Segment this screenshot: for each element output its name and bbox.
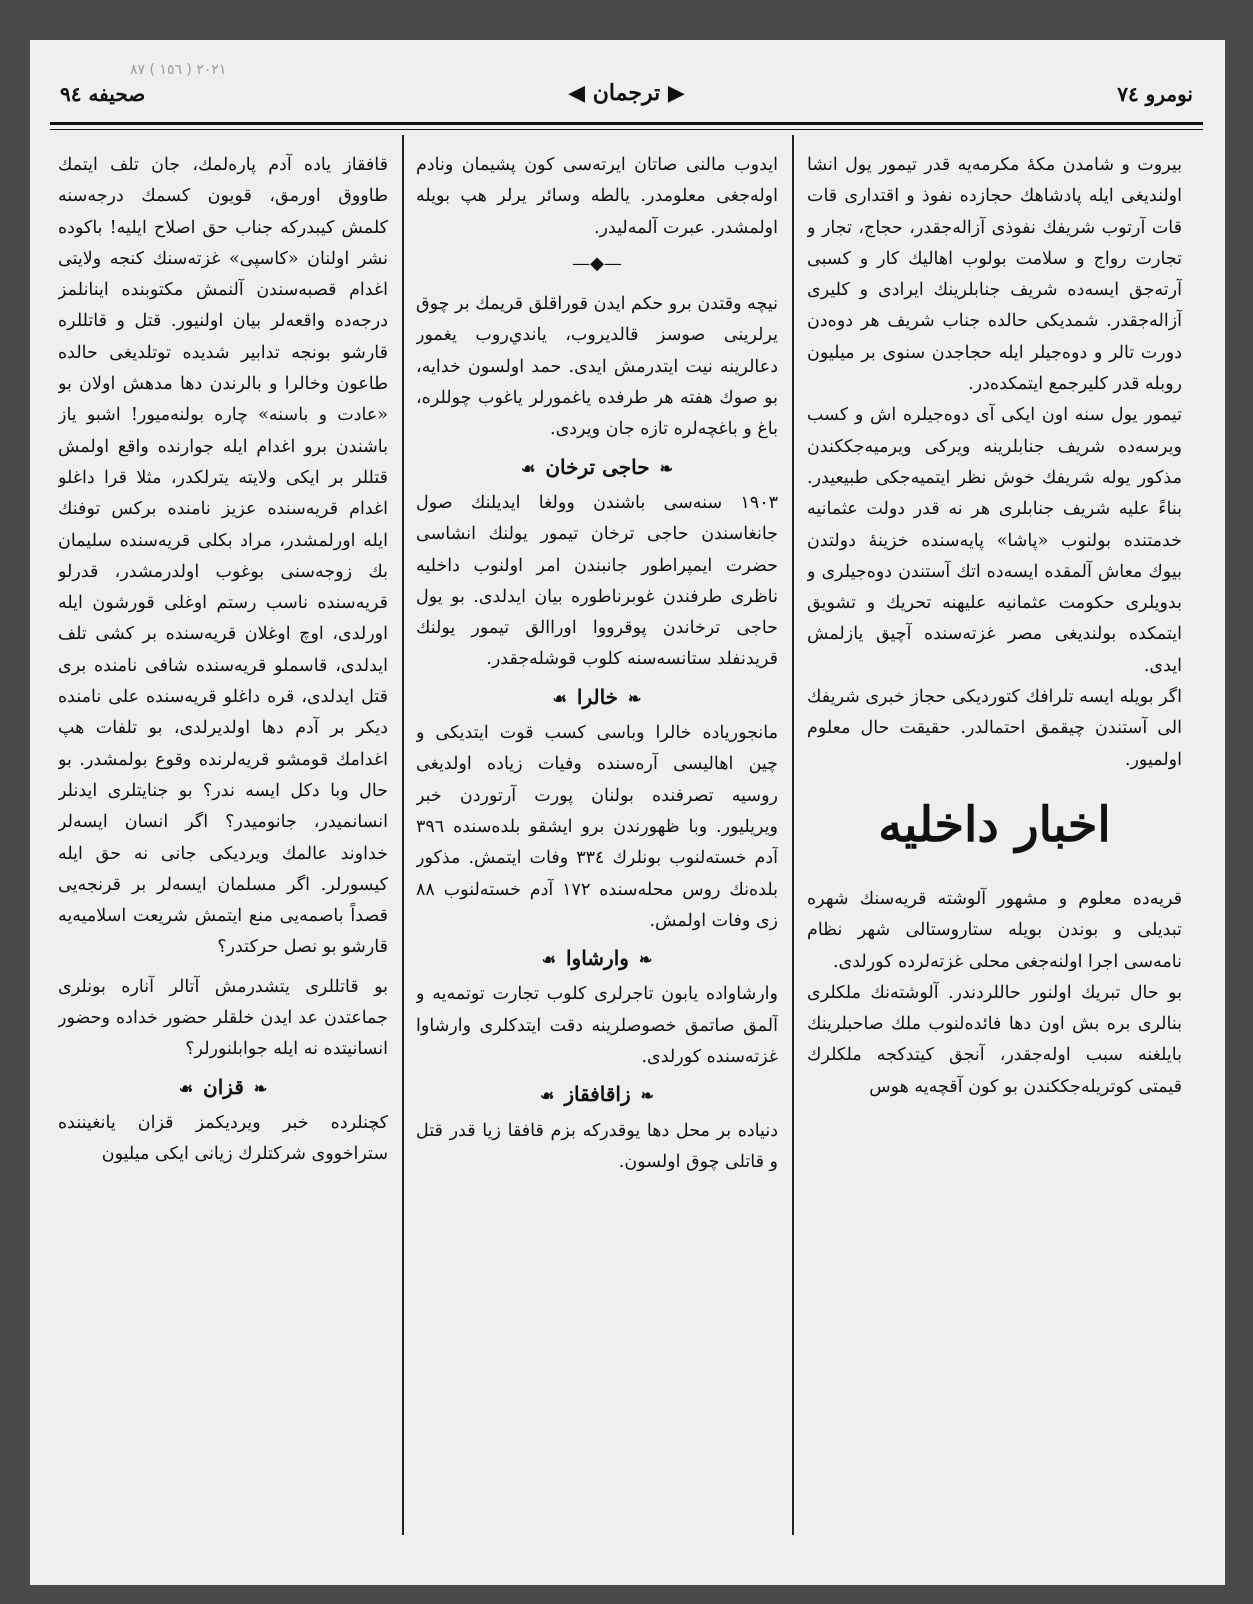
pencil-note: ٢٠٢١ ( ١٥٦ ) ٨٧ [130,62,227,78]
paragraph: كچنلرده خبر ويرديكمز قزان يانغيننده ستراخووى شركتلرك زيانى ايكى ميليون [58,1112,388,1165]
heading-text: زاقافقاز [564,1082,631,1107]
ornament-icon: ❧ [659,458,673,478]
section-heading [416,1079,778,1111]
paragraph: تيمور يول سنه اون ايكى آى دوه‌جيلره اش و كسب ويرسه‌ده شريف جنابلرينه ويركى ويرميه‌جككندن مذكور يوله شريفك خوش نظر ايتميه‌جكى طبيعيدر. بناءً عليه شريف جنابلرى هر نه قدر دولت عثمانيه خدمتنده بولنوب «پاشا» پايه‌سنده خزينهٔ دولتدن بيوك معاش آلمقده ايسه‌ده اتك آستندن دوه‌جيلرى و بدويلرى حكومت عثمانيه عليهنه تحريك و تشويق ايتمكده بولنديغى مصر غزته‌سنده آچيق يازلمش ايدى. [807,405,1182,676]
paragraph: بو قاتللرى يتشدرمش آتالر آناره بونلرى جماعتدن عد ايدن خلقلر حضور خداده وحضور انسانيتده نه ايله جوابلنورلر؟ [58,976,388,1060]
paragraph: بو حال تبريك اولنور حاللردندر. آلوشته‌نك ملكلرى بنالرى بره بش اون دها فائده‌لنوب ملك صاحبلرينك بايلغنه سبب اوله‌جقدر، آنجق كيتدكجه ملكلرك قيمتى كوتريله‌جككندن بو كون آقچه‌يه هوس [807,982,1182,1097]
paragraph: ايدوب مالنى صاتان ايرته‌سى كون پشيمان ونادم اوله‌جغى معلومدر. يالطه وسائر يرلر هپ بويله اولمشدر. عبرت آلمه‌ليدر. [416,155,778,238]
heading-text: قزان [203,1074,244,1099]
masthead [50,62,1203,118]
section-title-domestic-news: اخبار داخليه [878,796,1111,853]
ornament-icon: ☙ [178,1078,194,1098]
paragraph: دنياده بر محل دها يوقدركه بزم قافقا زيا قدر قتل و قاتلى چوق اولسون. [416,1120,778,1172]
section-heading [58,1072,388,1104]
newspaper-title [568,80,685,106]
paragraph: نيچه وقتدن برو حكم ايدن قوراقلق قريمك بر چوق يرلرينى صوسز قالديروب، ياندي‌روب يغمور دعالرينه نيت ايتدرمش ايدى. حمد اولسون خدايه، بو صوك هفته هر طرفده ياغمورلر ياغوب چوللره، باغ و باغچه‌لره تازه جان ويردى. [416,294,778,440]
section-heading [416,452,778,484]
section-heading [416,682,778,714]
ornament-icon: ☙ [539,1086,555,1106]
section-heading [416,943,778,975]
paragraph: وارشاواده يابون تاجرلرى كلوب تجارت توتمه‌يه و آلمق صاتمق خصوصلرينه دقت ايتدكلرى وارشاوا غزته‌سنده كورلدى. [416,984,778,1068]
heading-text: حاجى ترخان [545,454,650,479]
paragraph: قريه‌ده معلوم و مشهور آلوشته قريه‌سنك شهره تبديلى و بوندن بويله ستاروستالى شهر نظام نامه‌سى اجرا اولنه‌جغى محلى غزته‌لرده كورلدى. [807,888,1182,972]
paragraph: ١٩٠٣ سنه‌سى باشندن وولغا ايديلنك صول جانغاسندن حاجى ترخان تيمور يولنك انشاسى حضرت ايمپراطور جانبندن امر اولنوب داخليه ناظرى طرفندن غوبرناطوره بيان ايدلدى. بو يول حاجى ترخاندن پوقرووا اوراالق تيمور يولنك قريدنفلد ستانسه‌سنه كلوب قوشله‌جقدر. [416,492,778,670]
column-middle [416,150,778,1535]
ornament-icon: ☙ [521,458,536,478]
column-divider-left [402,135,404,1535]
paragraph: قافقاز ياده آدم پاره‌لمك، جان تلف ايتمك طاووق اورمق، قويون كسمك درجه‌سنه كلمش كيبدركه جناب حق اصلاح ايليه! باكوده نشر اولنان «كاسپى» غزته‌سنك كنجه ولايتى اغدام قصبه‌سندن آلنمش مكتوبنده اينانلمز درجه‌ده واقعه‌لر بيان اولنيور. قتل و قاتللره قارشو بونجه تدابير شديده توتلديغى حالده طاعون وخالرا و بالرندن دها مدهش اولان بو «عادت و باسنه» چاره بولنه‌ميور! اشبو ياز باشندن برو اغدام ايله جوارنده واقع اولمش قتللر بر ايكى ولايته يترلكدر، مثلا قرا داغلو اغدام قريه‌سنده عزيز نامنده بركس توفنك ايله اورلمشدر، مراد بكلى قريه‌سنده سليمان بك زوجه‌سنى بوغوب اولدرمشدر، قدرلو قريه‌سنده ناسب رستم اوغلى قورشون ايله اورلدى، اوچ اوغلان قريه‌سنده بر كشى تلف ايدلدى، قاسملو قريه‌سنده شافى نامنده برى قتل ايدلدى، قره داغلو قريه‌سنده على نامنده ديكر بر آدم دها اولديرلدى، بو تلفات هپ اغدامك قومشو قريه‌لرنده وقوع بولمشدر. بو حال وبا دكل ايسه ندر؟ بو جنايتلرى ايدنلر انسانميدر، جانوميدر؟ اگر انسان ايسه‌لر خداوند عالمك ويرديكى جانى نه حق ايله كيسورلر. اگر مسلمان ايسه‌لر بر قرنجه‌يى قصداً باصمه‌يى منع ايتمش شريعت اسلاميه‌يه قارشو بو نصل حركتدر؟ [58,155,388,958]
page-number: صحيفه ٩٤ [60,82,146,106]
header-rule-thin [50,129,1203,130]
column-right [807,150,1182,1535]
ornament-icon: ❧ [253,1078,268,1098]
issue-number: نومرو ٧٤ [1117,82,1193,106]
heading-text: خالرا [576,684,619,709]
ornament-icon: ❧ [638,950,653,970]
column-left [58,150,388,1535]
ornament-icon: ☙ [552,688,567,708]
newspaper-page [30,40,1225,1585]
paragraph: اگر بويله ايسه تلرافك كتورديكى حجاز خبرى شريفك الى آستندن چيقمق احتمالدر. حقيقت حال معلوم اولميور. [807,687,1182,770]
header-rule [50,122,1203,125]
paragraph: بيروت و شامدن مكهٔ مكرمه‌يه قدر تيمور يول انشا اولنديغى ايله پادشاهك حجازده نفوذ و اقتدارى قات قات آرتوب شريفك نفوذى آزاله‌جقدر، حجاج، تجار و تجارت رواج و سلامت بولوب اهاليك كار و كسبى آرته‌جق ايسه‌ده شريف جنابلرينك ايرادى و كليرى آزاله‌جقدر. شمديكى حالده جناب شريف هر دوه‌دن دورت تالر و دوه‌جيلر ايله حجاجدن سنوى بر ميليون روبله قدر كليرجمع ايتمكده‌در. [807,155,1182,395]
paragraph: مانجورياده خالرا وباسى كسب قوت ايتديكى و چين اهاليسى آره‌سنده وفيات زياده اولديغى روسيه تصرفنده بولنان پورت آرتوردن خبر ويريليور. وبا ظهورندن برو ايشقو بلده‌سنده ٣٩٦ آدم خسته‌لنوب بونلرك ٣٣٤ وفات ايتمش. مذكور بلده‌نك روس محله‌سنده ١٧٢ آدم خسته‌لنوب ٨٨ زى وفات اولمش. [416,723,778,931]
masthead-ornament-right: ▶ [667,80,685,106]
ornament-icon: ❧ [628,688,642,708]
masthead-title-text: ترجمان [592,80,661,106]
ornament-icon: ❧ [640,1086,655,1106]
column-divider-right [792,135,794,1535]
ornament-icon: ☙ [541,950,556,970]
separator-ornament: —◆— [572,252,622,274]
masthead-ornament-left: ◀ [568,80,586,106]
heading-text: وارشاوا [565,946,629,971]
